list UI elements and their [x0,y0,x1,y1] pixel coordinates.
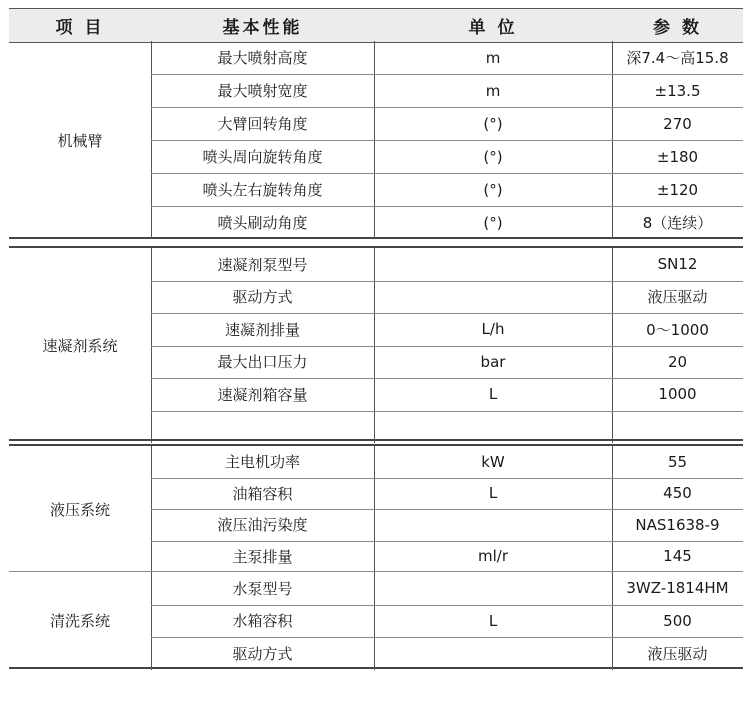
cell-item: 油箱容积 [232,484,293,503]
header-value: 参 数 [653,18,702,38]
cell-value: 145 [663,547,692,566]
cell-value: ±120 [656,180,699,199]
cell-value: 液压驱动 [647,288,708,307]
cell-unit: L [488,484,498,503]
cell-unit [374,637,612,670]
cell-unit: (°) [483,213,503,232]
group-section [9,444,743,570]
cell-unit [374,509,612,541]
header-performance: 基本性能 [222,18,303,38]
cell-unit [374,248,612,281]
cell-value: ±13.5 [654,81,701,100]
header-unit: 单 位 [468,18,518,38]
cell-unit: bar [480,352,506,371]
cell-item: 主泵排量 [232,547,293,566]
cell-unit: (°) [483,180,503,199]
cell-value: 20 [667,352,688,371]
cell-item: 驱动方式 [232,644,293,663]
cell-unit [374,572,612,605]
group-name: 清洗系统 [49,612,110,631]
group-section [9,571,743,669]
cell-value: 3WZ-1814HM [626,579,729,598]
cell-unit [374,281,612,314]
cell-unit: (°) [483,114,503,133]
cell-value: 450 [663,484,692,503]
cell-item: 最大喷射高度 [217,49,308,67]
cell-unit: m [485,81,501,100]
cell-item: 速凝剂箱容量 [217,385,308,404]
cell-unit [374,411,612,444]
group-name: 机械臂 [57,131,103,150]
cell-item: 大臂回转角度 [217,115,308,133]
cell-unit: L/h [481,320,505,339]
cell-item: 速凝剂泵型号 [217,255,308,274]
cell-value: 1000 [658,385,697,404]
table-header [9,8,743,43]
cell-item: 水箱容积 [232,612,293,631]
cell-unit: m [485,48,501,67]
cell-unit: (°) [483,147,503,166]
cell-unit: L [488,611,498,630]
cell-item: 主电机功率 [224,453,300,472]
cell-item: 最大出口压力 [217,353,308,372]
cell-item: 水泵型号 [232,579,293,598]
cell-item: 液压油污染度 [217,516,308,535]
header-item: 项 目 [55,18,105,38]
cell-item: 速凝剂排量 [224,320,300,339]
cell-item: 喷头周向旋转角度 [202,148,323,166]
cell-value: SN12 [657,255,698,274]
cell-value: 0～1000 [646,320,709,339]
cell-item: 驱动方式 [232,288,293,307]
cell-value: 55 [667,452,688,471]
group-name: 速凝剂系统 [42,337,118,355]
group-section [9,41,743,239]
cell-value: 270 [663,114,692,133]
cell-value: ±180 [656,147,699,166]
cell-item: 最大喷射宽度 [217,82,308,100]
cell-value [612,411,743,444]
cell-value: NAS1638-9 [635,515,720,534]
cell-unit: L [488,385,498,404]
group-name: 液压系统 [49,500,110,519]
cell-item [151,411,374,444]
cell-item: 喷头左右旋转角度 [202,181,323,199]
cell-value: 液压驱动 [647,644,708,663]
cell-item: 喷头刷动角度 [217,214,308,232]
cell-unit: kW [481,452,505,471]
cell-value: 8（连续） [642,214,713,232]
cell-unit: ml/r [478,547,508,566]
cell-value: 500 [663,611,692,630]
cell-value: 深7.4～高15.8 [626,49,729,67]
group-section [9,246,743,441]
